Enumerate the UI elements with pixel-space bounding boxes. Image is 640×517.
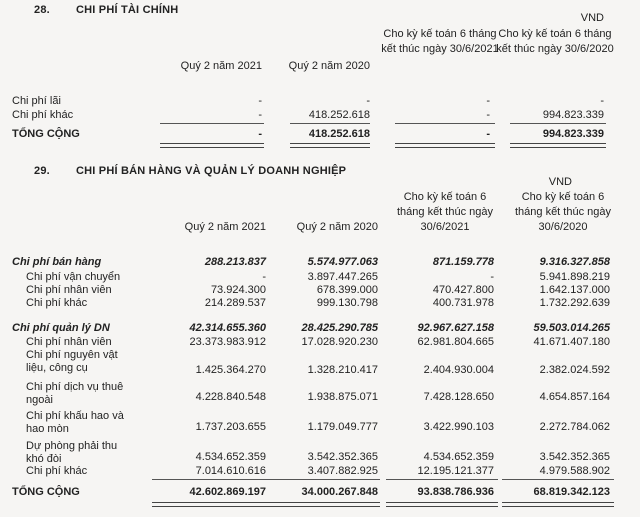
cell-6m-2020: 2.272.784.062 [539,421,610,433]
s28-total-double-rule [510,143,606,148]
section-28-title: CHI PHÍ TÀI CHÍNH [76,4,179,16]
s28-header-q2-2021: Quý 2 năm 2021 [180,60,262,72]
cell-q2-2021: 4.534.652.359 [195,451,266,463]
cell-6m-2021: - [486,128,490,140]
s28-header-q2-2020: Quý 2 năm 2020 [288,60,370,72]
row-label: Chi phí quản lý DN [12,322,110,334]
cell-6m-2021: 2.404.930.004 [423,364,494,376]
row-label-line2: khó đòi [26,453,62,465]
cell-q2-2021: 1.737.203.655 [195,421,266,433]
s28-header-6m-2020: Cho kỳ kế toán 6 tháng kết thúc ngày 30/6/2020 [496,28,614,55]
cell-q2-2021: 42.314.655.360 [189,322,266,334]
cell-6m-2020: 3.542.352.365 [539,451,610,463]
cell-6m-2020: 4.979.588.902 [539,465,610,477]
section-29-currency: VND [548,176,572,188]
s29-subtotal-rule [386,479,498,480]
cell-6m-2021: 7.428.128.650 [423,391,494,403]
row-label: Chi phí vận chuyển [26,271,121,283]
s28-header-6m-2021: Cho kỳ kế toán 6 tháng kết thúc ngày 30/6/2021 [381,28,499,55]
cell-6m-2021: 470.427.800 [432,284,494,296]
cell-q2-2021: - [258,109,262,121]
s29-subtotal-rule [268,479,380,480]
cell-q2-2021: 214.289.537 [204,297,266,309]
cell-6m-2021: 93.838.786.936 [417,486,494,498]
cell-6m-2021: - [486,109,490,121]
cell-6m-2020: 4.654.857.164 [539,391,610,403]
cell-6m-2020: - [600,95,604,107]
cell-6m-2020: 59.503.014.265 [533,322,610,334]
s28-total-double-rule [160,143,264,148]
s28-subtotal-rule [160,123,264,124]
cell-6m-2021: - [486,95,490,107]
cell-6m-2020: 994.823.339 [542,128,604,140]
cell-6m-2021: - [490,271,494,283]
cell-q2-2020: 17.028.920.230 [301,336,378,348]
section-29-title: CHI PHÍ BÁN HÀNG VÀ QUẢN LÝ DOANH NGHIỆP [76,165,347,177]
cell-6m-2021: 4.534.652.359 [423,451,494,463]
cell-6m-2021: 871.159.778 [432,256,494,268]
cell-6m-2020: 1.732.292.639 [539,297,610,309]
s28-subtotal-rule [290,123,370,124]
section-28-number: 28. [34,4,50,16]
row-label: Chi phí nhân viên [26,336,112,348]
s29-total-double-rule [268,502,380,507]
cell-q2-2021: - [258,95,262,107]
cell-6m-2020: 2.382.024.592 [539,364,610,376]
cell-q2-2021: 1.425.364.270 [195,364,266,376]
row-label: Chi phí khác [26,465,88,477]
cell-q2-2020: 999.130.798 [316,297,378,309]
cell-6m-2021: 12.195.121.377 [417,465,494,477]
s29-subtotal-rule [502,479,614,480]
total-label: TỔNG CỘNG [12,486,80,498]
cell-q2-2020: 418.252.618 [308,109,370,121]
cell-q2-2020: - [366,95,370,107]
row-label: Chi phí nhân viên [26,284,112,296]
cell-6m-2020: 994.823.339 [542,109,604,121]
row-label-line1: Dự phòng phải thu [26,440,118,452]
cell-6m-2020: 5.941.898.219 [539,271,610,283]
s29-header-6m-2021: Cho kỳ kế toán 6 tháng kết thúc ngày 30/6/2021 [396,191,493,233]
s29-total-double-rule [502,502,614,507]
cell-q2-2020: 1.179.049.777 [307,421,378,433]
cell-6m-2020: 1.642.137.000 [539,284,610,296]
s29-total-double-rule [152,502,268,507]
s29-header-q2-2021: Quý 2 năm 2021 [184,221,266,233]
cell-q2-2020: 1.328.210.417 [307,364,378,376]
s28-subtotal-rule [395,123,495,124]
row-label-line2: hao mòn [26,423,69,435]
cell-q2-2021: 4.228.840.548 [195,391,266,403]
section-29-number: 29. [34,165,50,177]
cell-q2-2020: 34.000.267.848 [301,486,378,498]
row-label-line1: Chi phí nguyên vật [26,349,118,361]
row-label-line2: liệu, công cụ [26,362,88,374]
row-label: Chi phí khác [12,109,74,121]
row-label-line2: ngoài [26,394,53,406]
cell-q2-2021: 7.014.610.616 [195,465,266,477]
s28-total-double-rule [290,143,370,148]
s28-total-double-rule [395,143,495,148]
cell-6m-2021: 62.981.804.665 [417,336,494,348]
cell-q2-2021: 288.213.837 [204,256,266,268]
cell-q2-2021: - [258,128,262,140]
row-label: Chi phí lãi [12,95,61,107]
cell-q2-2021: 42.602.869.197 [189,486,266,498]
section-28-currency: VND [580,12,604,24]
cell-q2-2020: 1.938.875.071 [307,391,378,403]
s28-subtotal-rule [510,123,606,124]
s29-header-6m-2020: Cho kỳ kế toán 6 tháng kết thúc ngày 30/6/2020 [514,191,611,233]
cell-q2-2020: 3.407.882.925 [307,465,378,477]
total-label: TỔNG CỘNG [12,128,80,140]
row-label: Chi phí khác [26,297,88,309]
cell-6m-2021: 92.967.627.158 [417,322,494,334]
cell-6m-2020: 68.819.342.123 [533,486,610,498]
cell-q2-2021: - [262,271,266,283]
cell-6m-2021: 400.731.978 [432,297,494,309]
cell-6m-2020: 9.316.327.858 [539,256,610,268]
cell-q2-2020: 3.897.447.265 [307,271,378,283]
cell-q2-2021: 23.373.983.912 [189,336,266,348]
cell-q2-2020: 678.399.000 [316,284,378,296]
cell-6m-2020: 41.671.407.180 [533,336,610,348]
cell-6m-2021: 3.422.990.103 [423,421,494,433]
row-label-line1: Chi phí khấu hao và [26,410,124,422]
cell-q2-2020: 418.252.618 [308,128,370,140]
cell-q2-2020: 5.574.977.063 [307,256,378,268]
cell-q2-2021: 73.924.300 [210,284,266,296]
s29-total-double-rule [386,502,498,507]
s29-header-q2-2020: Quý 2 năm 2020 [296,221,378,233]
cell-q2-2020: 28.425.290.785 [301,322,378,334]
s29-subtotal-rule [152,479,268,480]
cell-q2-2020: 3.542.352.365 [307,451,378,463]
row-label: Chi phí bán hàng [12,256,102,268]
row-label-line1: Chi phí dịch vụ thuê [26,381,124,393]
